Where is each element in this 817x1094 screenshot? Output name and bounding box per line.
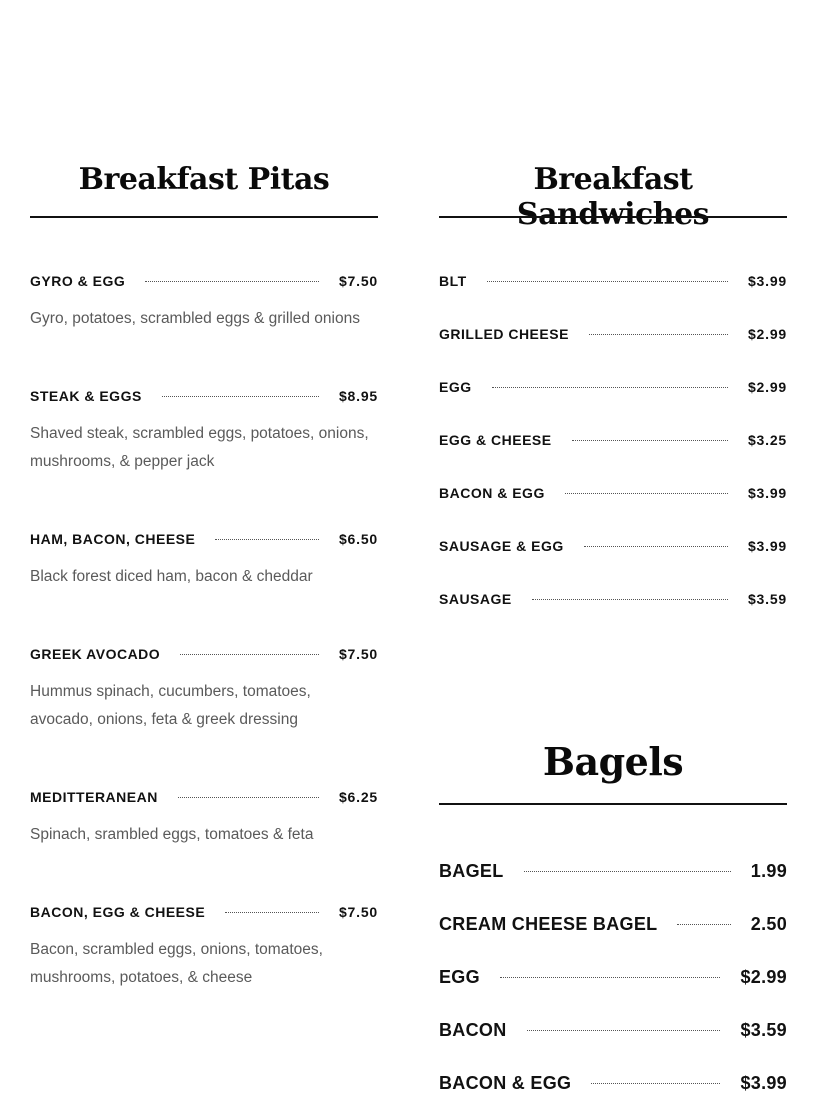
- menu-item: [439, 861, 787, 882]
- item-name: BACON: [439, 1020, 507, 1040]
- item-price: $3.99: [747, 273, 787, 289]
- menu-item: [30, 646, 378, 662]
- item-price: $2.99: [747, 326, 787, 342]
- menu-item: [30, 789, 378, 805]
- item-description: Black forest diced ham, bacon & cheddar: [30, 568, 313, 585]
- dot-leader: [225, 912, 319, 913]
- item-name: GYRO & EGG: [30, 273, 126, 289]
- item-name: BAGEL: [439, 861, 504, 881]
- item-price: $7.50: [338, 273, 378, 289]
- item-description: Hummus spinach, cucumbers, tomatoes, avocado, onions, feta & greek dressing: [30, 683, 311, 728]
- section-divider: [439, 216, 787, 218]
- item-name: EGG: [439, 967, 480, 987]
- item-name: CREAM CHEESE BAGEL: [439, 914, 658, 934]
- item-name: BLT: [439, 273, 467, 289]
- menu-item: [30, 273, 378, 289]
- item-name: BACON, EGG & CHEESE: [30, 904, 206, 920]
- dot-leader: [532, 599, 728, 600]
- menu-item: [439, 914, 787, 935]
- item-price: 1.99: [750, 861, 787, 881]
- item-price: $3.59: [740, 1020, 787, 1040]
- item-price: $3.99: [747, 485, 787, 501]
- item-price: $3.99: [747, 538, 787, 554]
- dot-leader: [487, 281, 728, 282]
- dot-leader: [215, 539, 319, 540]
- item-price: $7.50: [338, 904, 378, 920]
- item-price: $6.25: [338, 789, 378, 805]
- dot-leader: [584, 546, 728, 547]
- section-divider: [30, 216, 378, 218]
- item-price: $3.99: [740, 1073, 787, 1093]
- item-price: $3.25: [747, 432, 787, 448]
- item-price: $7.50: [338, 646, 378, 662]
- menu-item: [439, 1073, 787, 1094]
- item-price: $2.99: [747, 379, 787, 395]
- dot-leader: [524, 871, 731, 872]
- menu-item: [30, 388, 378, 404]
- dot-leader: [677, 924, 730, 925]
- item-description: Shaved steak, scrambled eggs, potatoes, onions, mushrooms, & pepper jack: [30, 425, 369, 470]
- menu-item: [439, 591, 787, 607]
- dot-leader: [178, 797, 319, 798]
- item-name: GRILLED CHEESE: [439, 326, 569, 342]
- item-description: Gyro, potatoes, scrambled eggs & grilled onions: [30, 310, 360, 327]
- item-name: EGG: [439, 379, 472, 395]
- item-name: EGG & CHEESE: [439, 432, 552, 448]
- dot-leader: [572, 440, 728, 441]
- item-name: BACON & EGG: [439, 1073, 572, 1093]
- menu-item: [439, 485, 787, 501]
- section-divider: [439, 803, 787, 805]
- item-price: $2.99: [740, 967, 787, 987]
- menu-item: [439, 432, 787, 448]
- item-name: STEAK & EGGS: [30, 388, 142, 404]
- dot-leader: [565, 493, 728, 494]
- item-price: $8.95: [338, 388, 378, 404]
- menu-item: [30, 531, 378, 547]
- dot-leader: [527, 1030, 721, 1031]
- dot-leader: [591, 1083, 720, 1084]
- menu-item: [439, 1020, 787, 1041]
- section-title: Breakfast Pitas: [78, 162, 330, 197]
- item-description: Spinach, srambled eggs, tomatoes & feta: [30, 826, 314, 843]
- section-title-bagels: Bagels: [542, 739, 684, 784]
- item-name: GREEK AVOCADO: [30, 646, 161, 662]
- item-name: SAUSAGE: [439, 591, 512, 607]
- menu-item: [439, 379, 787, 395]
- item-price: $6.50: [338, 531, 378, 547]
- menu-item: [439, 538, 787, 554]
- dot-leader: [500, 977, 721, 978]
- menu-item: [439, 967, 787, 988]
- item-name: MEDITTERANEAN: [30, 789, 158, 805]
- dot-leader: [492, 387, 728, 388]
- dot-leader: [162, 396, 319, 397]
- menu-item: [30, 904, 378, 920]
- dot-leader: [145, 281, 319, 282]
- item-price: 2.50: [750, 914, 787, 934]
- dot-leader: [589, 334, 728, 335]
- item-name: BACON & EGG: [439, 485, 545, 501]
- item-name: SAUSAGE & EGG: [439, 538, 564, 554]
- dot-leader: [180, 654, 319, 655]
- menu-item: [439, 273, 787, 289]
- menu-item: [439, 326, 787, 342]
- item-price: $3.59: [747, 591, 787, 607]
- section-title-sandwiches: Breakfast Sandwiches: [516, 162, 710, 232]
- item-description: Bacon, scrambled eggs, onions, tomatoes, mushrooms, potatoes, & cheese: [30, 941, 323, 986]
- item-name: HAM, BACON, CHEESE: [30, 531, 196, 547]
